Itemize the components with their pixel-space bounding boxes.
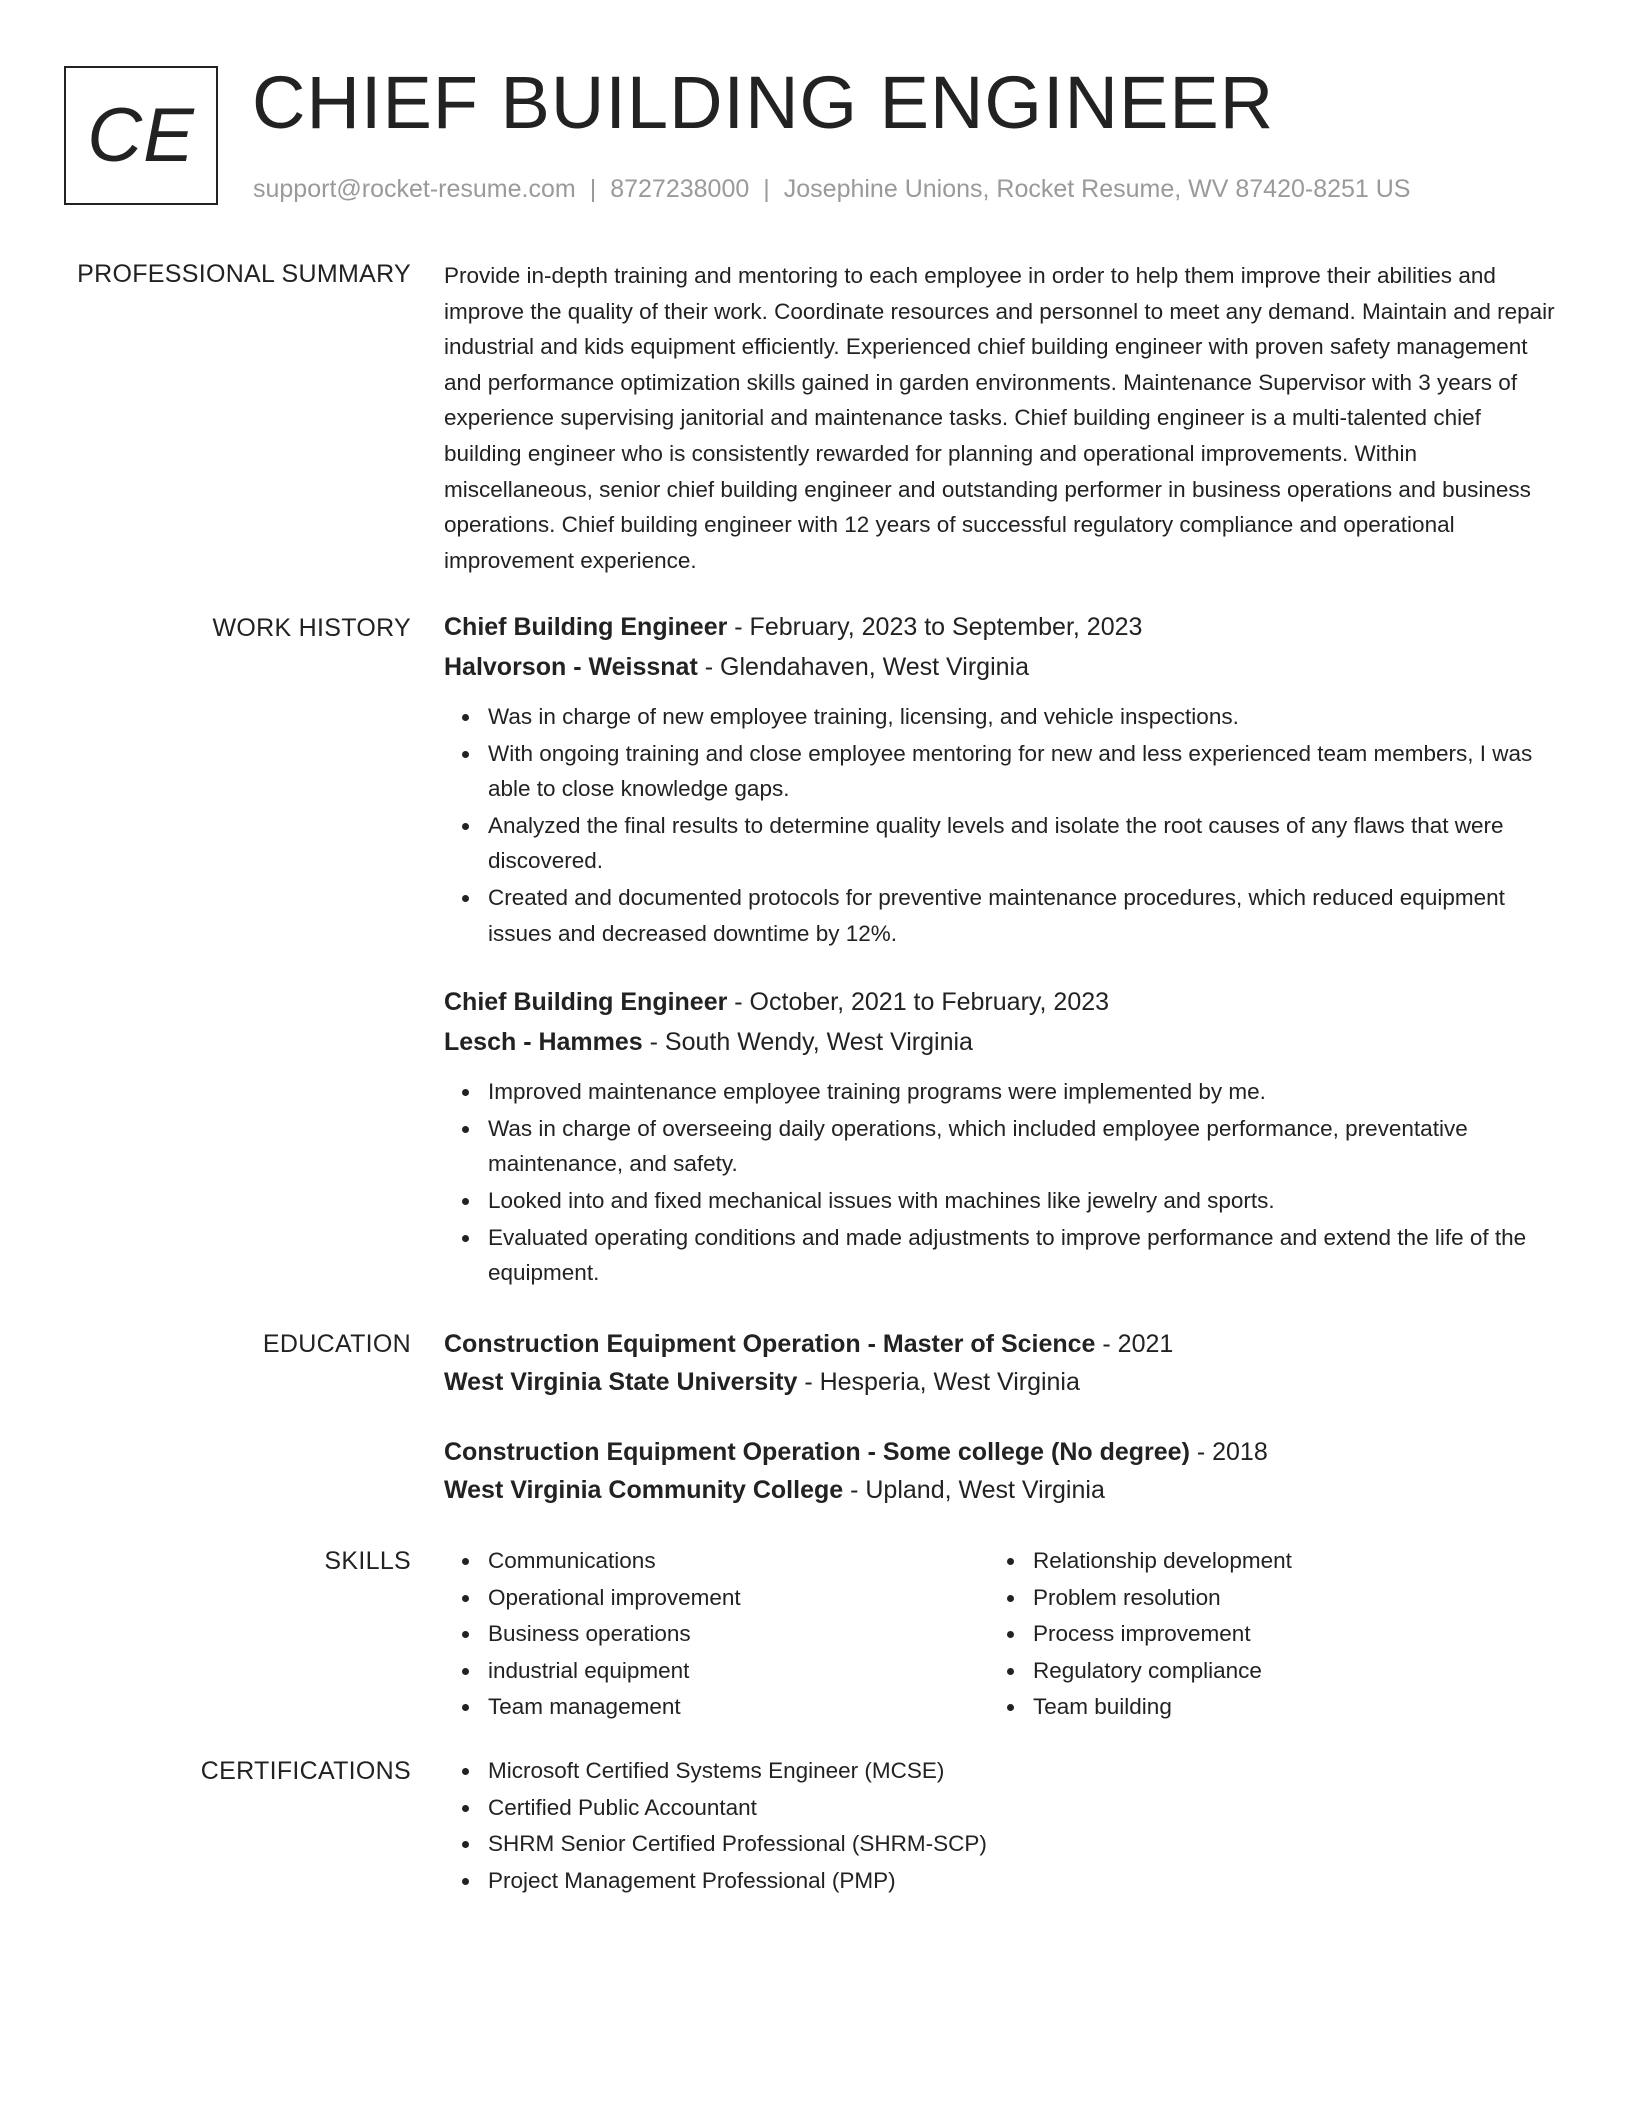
skills-column-right <box>989 1543 1534 1726</box>
list-item: Was in charge of new employee training, licensing, and vehicle inspections. <box>488 699 1556 735</box>
resume-title: CHIEF BUILDING ENGINEER <box>252 61 1275 144</box>
education-entry <box>444 1325 1556 1401</box>
job-dates: - February, 2023 to September, 2023 <box>727 613 1143 641</box>
monogram-logo: CE <box>64 66 218 205</box>
education-year: - 2021 <box>1095 1330 1174 1358</box>
list-item: Evaluated operating conditions and made adjustments to improve performance and extend the life of the equipment. <box>488 1220 1556 1291</box>
job-title-line <box>444 607 1556 647</box>
list-item: SHRM Senior Certified Professional (SHRM-SCP) <box>488 1826 1556 1862</box>
job-location: - Glendahaven, West Virginia <box>697 653 1029 681</box>
list-item: Microsoft Certified Systems Engineer (MCSE) <box>488 1753 1556 1789</box>
list-item: Certified Public Accountant <box>488 1790 1556 1826</box>
summary-text: Provide in-depth training and mentoring to each employee in order to help them improve their abilities and improve the quality of their work. Coordinate resources and personnel to meet any demand. Maintain and repair industrial and kids equipment efficiently. Experienced chief building engineer with proven safety management and performance optimization skills gained in garden environments. Maintenance Supervisor with 3 years of experience supervising janitorial and maintenance tasks. Chief building engineer is a multi-talented chief building engineer who is consistently rewarded for planning and operational improvements. Within miscellaneous, senior chief building engineer and outstanding performer in business operations and business operations. Chief building engineer with 12 years of successful regulatory compliance and operational improvement experience. <box>444 263 1555 573</box>
skills-grid <box>444 1543 1556 1726</box>
job-title: Chief Building Engineer <box>444 613 728 641</box>
contact-line <box>253 174 1411 204</box>
education-degree: Construction Equipment Operation - Master of Science <box>444 1330 1096 1358</box>
job-title: Chief Building Engineer <box>444 988 728 1017</box>
contact-address: Josephine Unions, Rocket Resume, WV 87420-8251 US <box>783 175 1411 203</box>
education-location: - Hesperia, West Virginia <box>797 1368 1080 1396</box>
education-school: West Virginia Community College <box>444 1476 844 1504</box>
job-location: - South Wendy, West Virginia <box>642 1028 973 1057</box>
contact-separator: | <box>589 175 597 203</box>
contact-separator: | <box>763 175 770 203</box>
education-year: - 2018 <box>1189 1438 1268 1466</box>
education-entry <box>444 1433 1556 1509</box>
job-company-line <box>444 647 1556 687</box>
list-item: industrial equipment <box>488 1653 989 1689</box>
job-company: Lesch - Hammes <box>444 1028 643 1057</box>
job-entry <box>444 607 1556 951</box>
education-school: West Virginia State University <box>444 1368 798 1396</box>
job-bullets <box>444 699 1556 951</box>
list-item: Team management <box>488 1689 989 1725</box>
skills-list <box>989 1543 1534 1725</box>
job-bullets <box>444 1074 1556 1291</box>
list-item: With ongoing training and close employee mentoring for new and less experienced team members, I was able to close knowledge gaps. <box>488 736 1556 807</box>
job-dates: - October, 2021 to February, 2023 <box>727 988 1110 1017</box>
job-entry <box>444 982 1556 1291</box>
list-item: Process improvement <box>1033 1616 1534 1652</box>
list-item: Analyzed the final results to determine quality levels and isolate the root causes of any flaws that were discovered. <box>488 808 1556 879</box>
list-item: Relationship development <box>1033 1543 1534 1579</box>
list-item: Communications <box>488 1543 989 1579</box>
section-label-work-history: WORK HISTORY <box>212 614 411 642</box>
list-item: Business operations <box>488 1616 989 1652</box>
list-item: Problem resolution <box>1033 1580 1534 1616</box>
list-item: Created and documented protocols for preventive maintenance procedures, which reduced equipment issues and decreased downtime by 12%. <box>488 880 1556 951</box>
list-item: Looked into and fixed mechanical issues with machines like jewelry and sports. <box>488 1183 1556 1219</box>
list-item: Operational improvement <box>488 1580 989 1616</box>
education-degree-line <box>444 1325 1556 1363</box>
skills-column-left <box>444 1543 989 1726</box>
contact-email: support@rocket-resume.com <box>253 175 576 203</box>
contact-phone: 8727238000 <box>610 175 750 203</box>
certifications-list <box>444 1753 1556 1898</box>
job-title-line <box>444 982 1556 1022</box>
education-school-line <box>444 1363 1556 1401</box>
list-item: Was in charge of overseeing daily operations, which included employee performance, preventative maintenance, and safety. <box>488 1111 1556 1182</box>
section-label-summary: PROFESSIONAL SUMMARY <box>77 260 411 288</box>
list-item: Project Management Professional (PMP) <box>488 1863 1556 1899</box>
list-item: Team building <box>1033 1689 1534 1725</box>
job-company: Halvorson - Weissnat <box>444 653 698 681</box>
section-label-education: EDUCATION <box>262 1330 411 1358</box>
section-label-certifications: CERTIFICATIONS <box>200 1757 411 1785</box>
education-location: - Upland, West Virginia <box>843 1476 1105 1504</box>
skills-list <box>444 1543 989 1725</box>
education-degree-line <box>444 1433 1556 1471</box>
section-label-skills: SKILLS <box>324 1547 411 1575</box>
education-school-line <box>444 1471 1556 1509</box>
education-degree: Construction Equipment Operation - Some college (No degree) <box>444 1438 1190 1466</box>
job-company-line <box>444 1022 1556 1062</box>
list-item: Regulatory compliance <box>1033 1653 1534 1689</box>
list-item: Improved maintenance employee training programs were implemented by me. <box>488 1074 1556 1110</box>
